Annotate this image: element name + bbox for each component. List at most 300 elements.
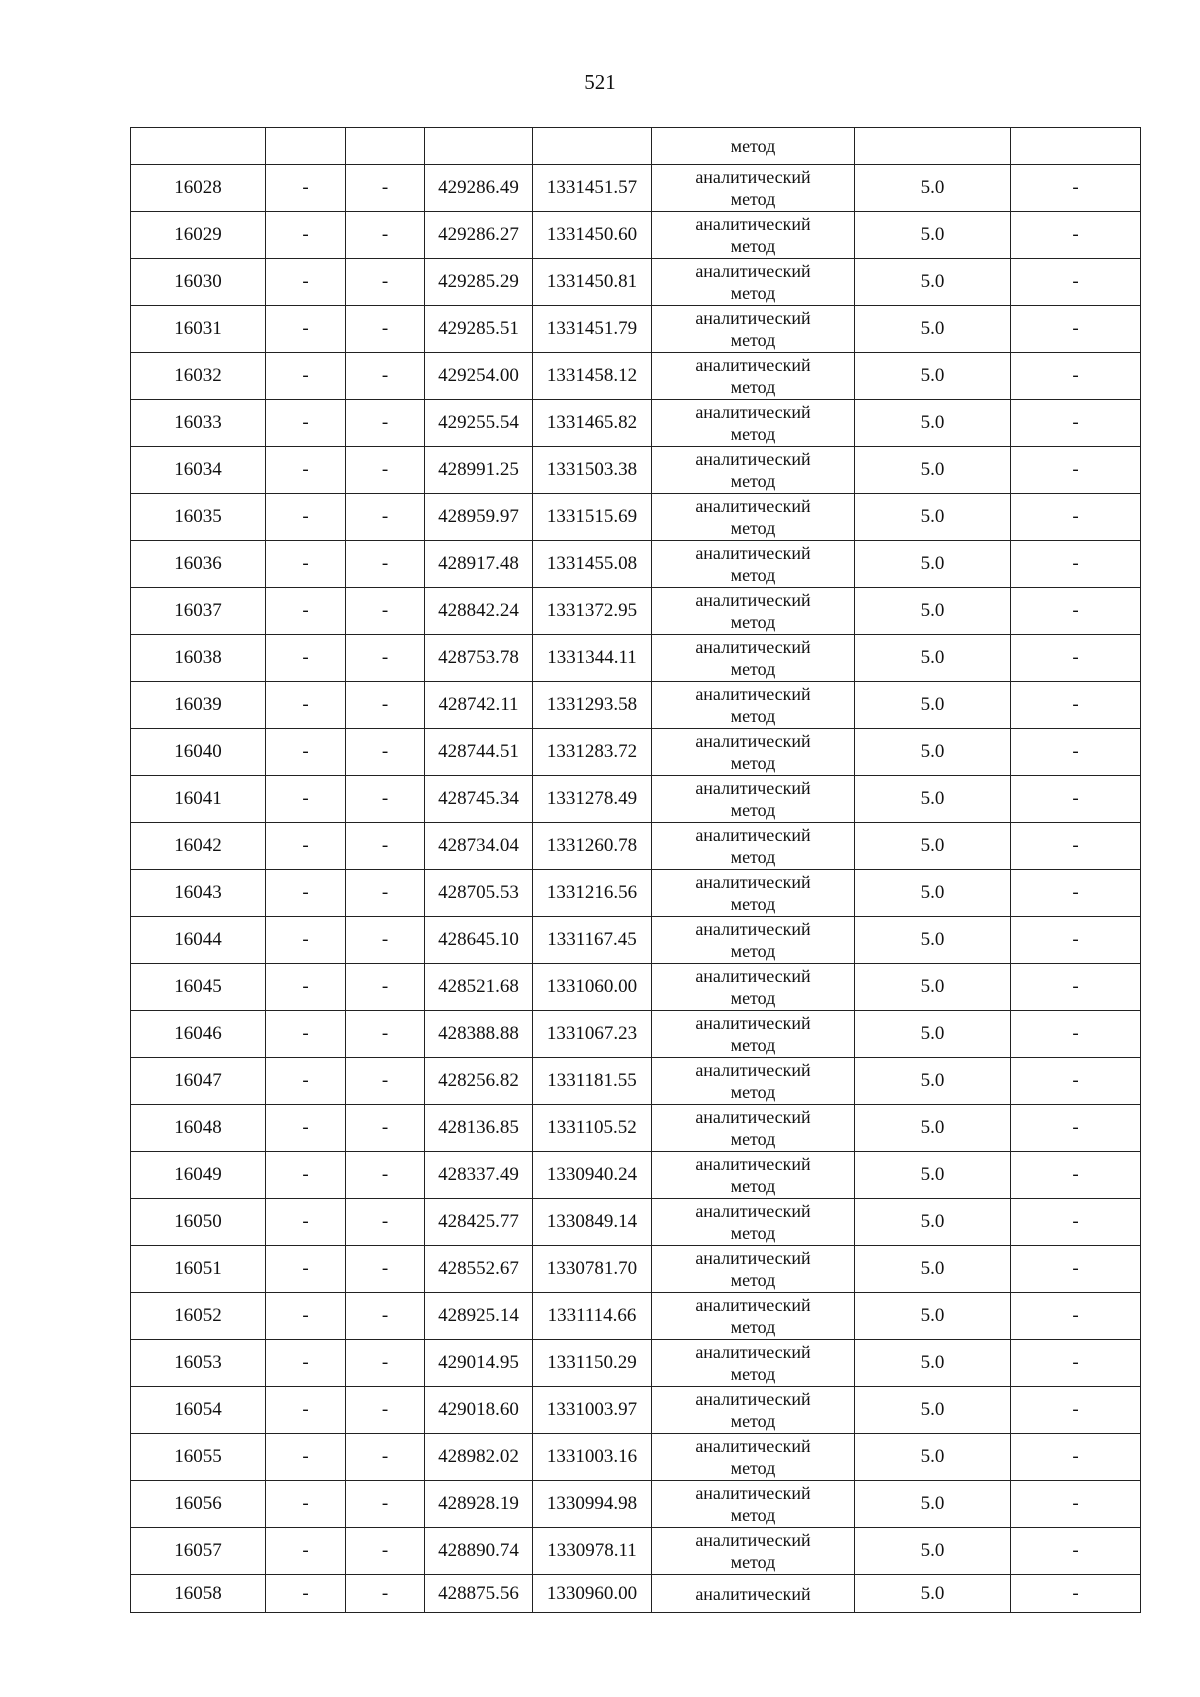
method-line-1: аналитический	[695, 496, 811, 516]
accuracy-cell: 5.0	[855, 917, 1011, 964]
accuracy-cell: 5.0	[855, 1387, 1011, 1434]
method-line-2: метод	[730, 236, 776, 256]
empty-dash-cell: -	[1011, 447, 1141, 494]
empty-dash-cell: -	[266, 1105, 346, 1152]
x-coordinate-cell: 429285.51	[425, 306, 533, 353]
method-cell-continuation: метод	[652, 128, 855, 165]
accuracy-cell: 5.0	[855, 1293, 1011, 1340]
accuracy-cell: 5.0	[855, 588, 1011, 635]
method-cell	[652, 1434, 855, 1481]
method-line-2: метод	[730, 377, 776, 397]
table-row	[131, 870, 1141, 917]
table-row	[131, 1387, 1141, 1434]
y-coordinate-cell: 1331451.79	[533, 306, 652, 353]
accuracy-cell: 5.0	[855, 165, 1011, 212]
cell-empty	[346, 128, 425, 165]
method-line-1: аналитический	[695, 1583, 811, 1604]
y-coordinate-cell: 1330978.11	[533, 1528, 652, 1575]
method-line-2: метод	[730, 518, 776, 538]
method-line-1: аналитический	[695, 214, 811, 234]
empty-dash-cell: -	[1011, 776, 1141, 823]
empty-dash-cell: -	[266, 1434, 346, 1481]
point-id-cell: 16045	[131, 964, 266, 1011]
empty-dash-cell: -	[1011, 729, 1141, 776]
empty-dash-cell: -	[266, 165, 346, 212]
accuracy-cell: 5.0	[855, 729, 1011, 776]
accuracy-cell: 5.0	[855, 682, 1011, 729]
y-coordinate-cell: 1331503.38	[533, 447, 652, 494]
method-cell	[652, 729, 855, 776]
empty-dash-cell: -	[346, 1246, 425, 1293]
cell-empty	[131, 128, 266, 165]
method-line-1: аналитический	[695, 637, 811, 657]
empty-dash-cell: -	[1011, 494, 1141, 541]
accuracy-cell: 5.0	[855, 447, 1011, 494]
method-line-1: аналитический	[695, 543, 811, 563]
method-line-2: метод	[730, 189, 776, 209]
y-coordinate-cell: 1331515.69	[533, 494, 652, 541]
y-coordinate-cell: 1331003.16	[533, 1434, 652, 1481]
table-row	[131, 1011, 1141, 1058]
x-coordinate-cell: 428425.77	[425, 1199, 533, 1246]
empty-dash-cell: -	[1011, 1434, 1141, 1481]
empty-dash-cell: -	[266, 259, 346, 306]
empty-dash-cell: -	[266, 682, 346, 729]
empty-dash-cell: -	[266, 776, 346, 823]
method-cell	[652, 494, 855, 541]
y-coordinate-cell: 1330940.24	[533, 1152, 652, 1199]
empty-dash-cell: -	[1011, 588, 1141, 635]
y-coordinate-cell: 1331278.49	[533, 776, 652, 823]
continuation-row	[131, 128, 1141, 165]
y-coordinate-cell: 1330849.14	[533, 1199, 652, 1246]
empty-dash-cell: -	[346, 917, 425, 964]
empty-dash-cell: -	[1011, 1340, 1141, 1387]
x-coordinate-cell: 428136.85	[425, 1105, 533, 1152]
x-coordinate-cell: 429254.00	[425, 353, 533, 400]
method-cell	[652, 823, 855, 870]
table-row	[131, 682, 1141, 729]
point-id-cell: 16041	[131, 776, 266, 823]
point-id-cell: 16052	[131, 1293, 266, 1340]
y-coordinate-cell: 1331372.95	[533, 588, 652, 635]
point-id-cell: 16048	[131, 1105, 266, 1152]
table-row	[131, 212, 1141, 259]
method-cell	[652, 1058, 855, 1105]
point-id-cell: 16028	[131, 165, 266, 212]
method-line-2: метод	[730, 565, 776, 585]
method-line-2: метод	[730, 330, 776, 350]
point-id-cell: 16040	[131, 729, 266, 776]
empty-dash-cell: -	[346, 1340, 425, 1387]
x-coordinate-cell: 429286.27	[425, 212, 533, 259]
method-cell	[652, 1575, 855, 1613]
empty-dash-cell: -	[266, 1011, 346, 1058]
empty-dash-cell: -	[346, 588, 425, 635]
method-cell	[652, 1340, 855, 1387]
table-row	[131, 729, 1141, 776]
x-coordinate-cell: 428842.24	[425, 588, 533, 635]
y-coordinate-cell: 1331114.66	[533, 1293, 652, 1340]
empty-dash-cell: -	[1011, 1011, 1141, 1058]
method-line-1: аналитический	[695, 1107, 811, 1127]
y-coordinate-cell: 1331344.11	[533, 635, 652, 682]
method-line-1: аналитический	[695, 261, 811, 281]
empty-dash-cell: -	[266, 1387, 346, 1434]
empty-dash-cell: -	[266, 635, 346, 682]
table-row	[131, 1152, 1141, 1199]
coordinates-table	[130, 127, 1141, 1613]
method-line-2: метод	[730, 753, 776, 773]
empty-dash-cell: -	[266, 1293, 346, 1340]
cell-empty	[1011, 128, 1141, 165]
x-coordinate-cell: 428991.25	[425, 447, 533, 494]
method-cell	[652, 259, 855, 306]
x-coordinate-cell: 429255.54	[425, 400, 533, 447]
table-row	[131, 588, 1141, 635]
x-coordinate-cell: 428521.68	[425, 964, 533, 1011]
method-line-1: аналитический	[695, 308, 811, 328]
x-coordinate-cell: 428744.51	[425, 729, 533, 776]
method-line-2: метод	[730, 1223, 776, 1243]
table-row	[131, 259, 1141, 306]
table-body	[131, 128, 1141, 1613]
empty-dash-cell: -	[346, 1011, 425, 1058]
point-id-cell: 16030	[131, 259, 266, 306]
accuracy-cell: 5.0	[855, 1152, 1011, 1199]
point-id-cell: 16046	[131, 1011, 266, 1058]
empty-dash-cell: -	[346, 1575, 425, 1613]
cell-empty	[266, 128, 346, 165]
y-coordinate-cell: 1331150.29	[533, 1340, 652, 1387]
empty-dash-cell: -	[266, 306, 346, 353]
method-cell	[652, 1199, 855, 1246]
y-coordinate-cell: 1331260.78	[533, 823, 652, 870]
method-line-2: метод	[730, 988, 776, 1008]
cell-empty	[425, 128, 533, 165]
table-row	[131, 776, 1141, 823]
point-id-cell: 16029	[131, 212, 266, 259]
method-line-1: аналитический	[695, 1295, 811, 1315]
y-coordinate-cell: 1331105.52	[533, 1105, 652, 1152]
empty-dash-cell: -	[1011, 212, 1141, 259]
x-coordinate-cell: 428917.48	[425, 541, 533, 588]
empty-dash-cell: -	[1011, 917, 1141, 964]
table-row	[131, 1528, 1141, 1575]
method-cell	[652, 447, 855, 494]
empty-dash-cell: -	[266, 1575, 346, 1613]
accuracy-cell: 5.0	[855, 1011, 1011, 1058]
accuracy-cell: 5.0	[855, 259, 1011, 306]
empty-dash-cell: -	[346, 776, 425, 823]
point-id-cell: 16055	[131, 1434, 266, 1481]
x-coordinate-cell: 429286.49	[425, 165, 533, 212]
point-id-cell: 16036	[131, 541, 266, 588]
empty-dash-cell: -	[346, 447, 425, 494]
method-line-2: метод	[730, 424, 776, 444]
method-line-1: аналитический	[695, 684, 811, 704]
method-cell	[652, 212, 855, 259]
method-line-1: аналитический	[695, 1248, 811, 1268]
empty-dash-cell: -	[266, 729, 346, 776]
table-row	[131, 1434, 1141, 1481]
method-line-2: метод	[730, 894, 776, 914]
point-id-cell: 16043	[131, 870, 266, 917]
empty-dash-cell: -	[346, 1293, 425, 1340]
method-line-2: метод	[730, 1364, 776, 1384]
empty-dash-cell: -	[266, 353, 346, 400]
empty-dash-cell: -	[266, 823, 346, 870]
accuracy-cell: 5.0	[855, 306, 1011, 353]
x-coordinate-cell: 428337.49	[425, 1152, 533, 1199]
point-id-cell: 16039	[131, 682, 266, 729]
empty-dash-cell: -	[1011, 353, 1141, 400]
y-coordinate-cell: 1331450.81	[533, 259, 652, 306]
accuracy-cell: 5.0	[855, 1199, 1011, 1246]
point-id-cell: 16031	[131, 306, 266, 353]
empty-dash-cell: -	[1011, 870, 1141, 917]
table-row	[131, 447, 1141, 494]
empty-dash-cell: -	[266, 447, 346, 494]
method-line-2: метод	[730, 1176, 776, 1196]
method-line-2: метод	[730, 659, 776, 679]
point-id-cell: 16038	[131, 635, 266, 682]
table-row	[131, 1246, 1141, 1293]
method-cell	[652, 1152, 855, 1199]
method-line-1: аналитический	[695, 355, 811, 375]
empty-dash-cell: -	[1011, 1481, 1141, 1528]
empty-dash-cell: -	[1011, 1152, 1141, 1199]
table-row	[131, 165, 1141, 212]
empty-dash-cell: -	[266, 1481, 346, 1528]
x-coordinate-cell: 428645.10	[425, 917, 533, 964]
empty-dash-cell: -	[1011, 541, 1141, 588]
accuracy-cell: 5.0	[855, 1575, 1011, 1613]
table-row	[131, 635, 1141, 682]
accuracy-cell: 5.0	[855, 964, 1011, 1011]
accuracy-cell: 5.0	[855, 1481, 1011, 1528]
empty-dash-cell: -	[1011, 165, 1141, 212]
point-id-cell: 16058	[131, 1575, 266, 1613]
accuracy-cell: 5.0	[855, 1246, 1011, 1293]
point-id-cell: 16049	[131, 1152, 266, 1199]
empty-dash-cell: -	[346, 1105, 425, 1152]
x-coordinate-cell: 428925.14	[425, 1293, 533, 1340]
x-coordinate-cell: 429285.29	[425, 259, 533, 306]
table-row	[131, 1293, 1141, 1340]
point-id-cell: 16044	[131, 917, 266, 964]
empty-dash-cell: -	[266, 870, 346, 917]
method-line-2: метод	[730, 1317, 776, 1337]
empty-dash-cell: -	[346, 823, 425, 870]
method-cell	[652, 1246, 855, 1293]
empty-dash-cell: -	[266, 917, 346, 964]
empty-dash-cell: -	[1011, 682, 1141, 729]
method-cell	[652, 870, 855, 917]
empty-dash-cell: -	[346, 964, 425, 1011]
empty-dash-cell: -	[1011, 1387, 1141, 1434]
accuracy-cell: 5.0	[855, 212, 1011, 259]
empty-dash-cell: -	[346, 212, 425, 259]
empty-dash-cell: -	[346, 259, 425, 306]
empty-dash-cell: -	[346, 729, 425, 776]
x-coordinate-cell: 428256.82	[425, 1058, 533, 1105]
method-line-2: метод	[730, 1505, 776, 1525]
point-id-cell: 16054	[131, 1387, 266, 1434]
empty-dash-cell: -	[346, 1387, 425, 1434]
accuracy-cell: 5.0	[855, 1434, 1011, 1481]
method-cell	[652, 1011, 855, 1058]
y-coordinate-cell: 1331181.55	[533, 1058, 652, 1105]
method-line-2: метод	[730, 1270, 776, 1290]
method-line-1: аналитический	[695, 1013, 811, 1033]
empty-dash-cell: -	[346, 541, 425, 588]
point-id-cell: 16051	[131, 1246, 266, 1293]
empty-dash-cell: -	[346, 635, 425, 682]
method-line-2: метод	[730, 1082, 776, 1102]
method-line-2: метод	[730, 941, 776, 961]
method-line-2: метод	[730, 612, 776, 632]
x-coordinate-cell: 428982.02	[425, 1434, 533, 1481]
method-cell	[652, 1293, 855, 1340]
table-row	[131, 1199, 1141, 1246]
table-row	[131, 917, 1141, 964]
empty-dash-cell: -	[346, 165, 425, 212]
method-line-1: аналитический	[695, 731, 811, 751]
empty-dash-cell: -	[266, 494, 346, 541]
method-line-2: метод	[730, 1035, 776, 1055]
table-row	[131, 964, 1141, 1011]
method-line-1: аналитический	[695, 590, 811, 610]
x-coordinate-cell: 428928.19	[425, 1481, 533, 1528]
point-id-cell: 16047	[131, 1058, 266, 1105]
y-coordinate-cell: 1331455.08	[533, 541, 652, 588]
empty-dash-cell: -	[1011, 823, 1141, 870]
empty-dash-cell: -	[266, 964, 346, 1011]
empty-dash-cell: -	[1011, 259, 1141, 306]
empty-dash-cell: -	[346, 1058, 425, 1105]
empty-dash-cell: -	[346, 353, 425, 400]
method-cell	[652, 917, 855, 964]
empty-dash-cell: -	[346, 1152, 425, 1199]
method-line-1: аналитический	[695, 1060, 811, 1080]
x-coordinate-cell: 428753.78	[425, 635, 533, 682]
method-cell	[652, 353, 855, 400]
empty-dash-cell: -	[1011, 1528, 1141, 1575]
accuracy-cell: 5.0	[855, 1105, 1011, 1152]
empty-dash-cell: -	[266, 1058, 346, 1105]
table-row	[131, 1481, 1141, 1528]
empty-dash-cell: -	[266, 1152, 346, 1199]
page-number: 521	[584, 70, 616, 94]
y-coordinate-cell: 1331067.23	[533, 1011, 652, 1058]
method-line-2: метод	[730, 706, 776, 726]
y-coordinate-cell: 1331216.56	[533, 870, 652, 917]
x-coordinate-cell: 429018.60	[425, 1387, 533, 1434]
y-coordinate-cell: 1330960.00	[533, 1575, 652, 1613]
table-row	[131, 1340, 1141, 1387]
point-id-cell: 16033	[131, 400, 266, 447]
method-cell	[652, 776, 855, 823]
point-id-cell: 16037	[131, 588, 266, 635]
empty-dash-cell: -	[1011, 635, 1141, 682]
x-coordinate-cell: 428552.67	[425, 1246, 533, 1293]
y-coordinate-cell: 1330994.98	[533, 1481, 652, 1528]
empty-dash-cell: -	[346, 1528, 425, 1575]
table-row	[131, 1575, 1141, 1613]
empty-dash-cell: -	[346, 306, 425, 353]
point-id-cell: 16032	[131, 353, 266, 400]
method-line-1: аналитический	[695, 1201, 811, 1221]
x-coordinate-cell: 428705.53	[425, 870, 533, 917]
method-line-2: метод	[730, 1411, 776, 1431]
method-line-1: аналитический	[695, 449, 811, 469]
method-line-2: метод	[730, 1458, 776, 1478]
y-coordinate-cell: 1331450.60	[533, 212, 652, 259]
y-coordinate-cell: 1331293.58	[533, 682, 652, 729]
empty-dash-cell: -	[1011, 1293, 1141, 1340]
point-id-cell: 16057	[131, 1528, 266, 1575]
empty-dash-cell: -	[346, 870, 425, 917]
table-row	[131, 1058, 1141, 1105]
y-coordinate-cell: 1330781.70	[533, 1246, 652, 1293]
x-coordinate-cell: 428959.97	[425, 494, 533, 541]
point-id-cell: 16050	[131, 1199, 266, 1246]
method-line-2: метод	[730, 1129, 776, 1149]
method-line-1: аналитический	[695, 1342, 811, 1362]
y-coordinate-cell: 1331003.97	[533, 1387, 652, 1434]
empty-dash-cell: -	[266, 588, 346, 635]
accuracy-cell: 5.0	[855, 541, 1011, 588]
empty-dash-cell: -	[266, 212, 346, 259]
method-line-2: метод	[730, 283, 776, 303]
method-line-2: метод	[730, 847, 776, 867]
point-id-cell: 16035	[131, 494, 266, 541]
method-line-1: аналитический	[695, 402, 811, 422]
y-coordinate-cell: 1331283.72	[533, 729, 652, 776]
accuracy-cell: 5.0	[855, 776, 1011, 823]
method-line-2: метод	[730, 1552, 776, 1572]
x-coordinate-cell: 428745.34	[425, 776, 533, 823]
method-cell	[652, 1105, 855, 1152]
y-coordinate-cell: 1331060.00	[533, 964, 652, 1011]
empty-dash-cell: -	[266, 1246, 346, 1293]
method-line-1: аналитический	[695, 919, 811, 939]
method-cell	[652, 1528, 855, 1575]
empty-dash-cell: -	[1011, 1199, 1141, 1246]
empty-dash-cell: -	[346, 1481, 425, 1528]
accuracy-cell: 5.0	[855, 870, 1011, 917]
point-id-cell: 16056	[131, 1481, 266, 1528]
y-coordinate-cell: 1331465.82	[533, 400, 652, 447]
x-coordinate-cell: 428388.88	[425, 1011, 533, 1058]
method-cell	[652, 400, 855, 447]
method-cell	[652, 682, 855, 729]
method-line-1: аналитический	[695, 872, 811, 892]
empty-dash-cell: -	[266, 541, 346, 588]
x-coordinate-cell: 428890.74	[425, 1528, 533, 1575]
method-line-1: аналитический	[695, 825, 811, 845]
empty-dash-cell: -	[266, 1528, 346, 1575]
empty-dash-cell: -	[1011, 964, 1141, 1011]
empty-dash-cell: -	[1011, 1575, 1141, 1613]
table-row	[131, 353, 1141, 400]
method-cell	[652, 541, 855, 588]
x-coordinate-cell: 428734.04	[425, 823, 533, 870]
accuracy-cell: 5.0	[855, 823, 1011, 870]
table-row	[131, 541, 1141, 588]
method-cell	[652, 1387, 855, 1434]
